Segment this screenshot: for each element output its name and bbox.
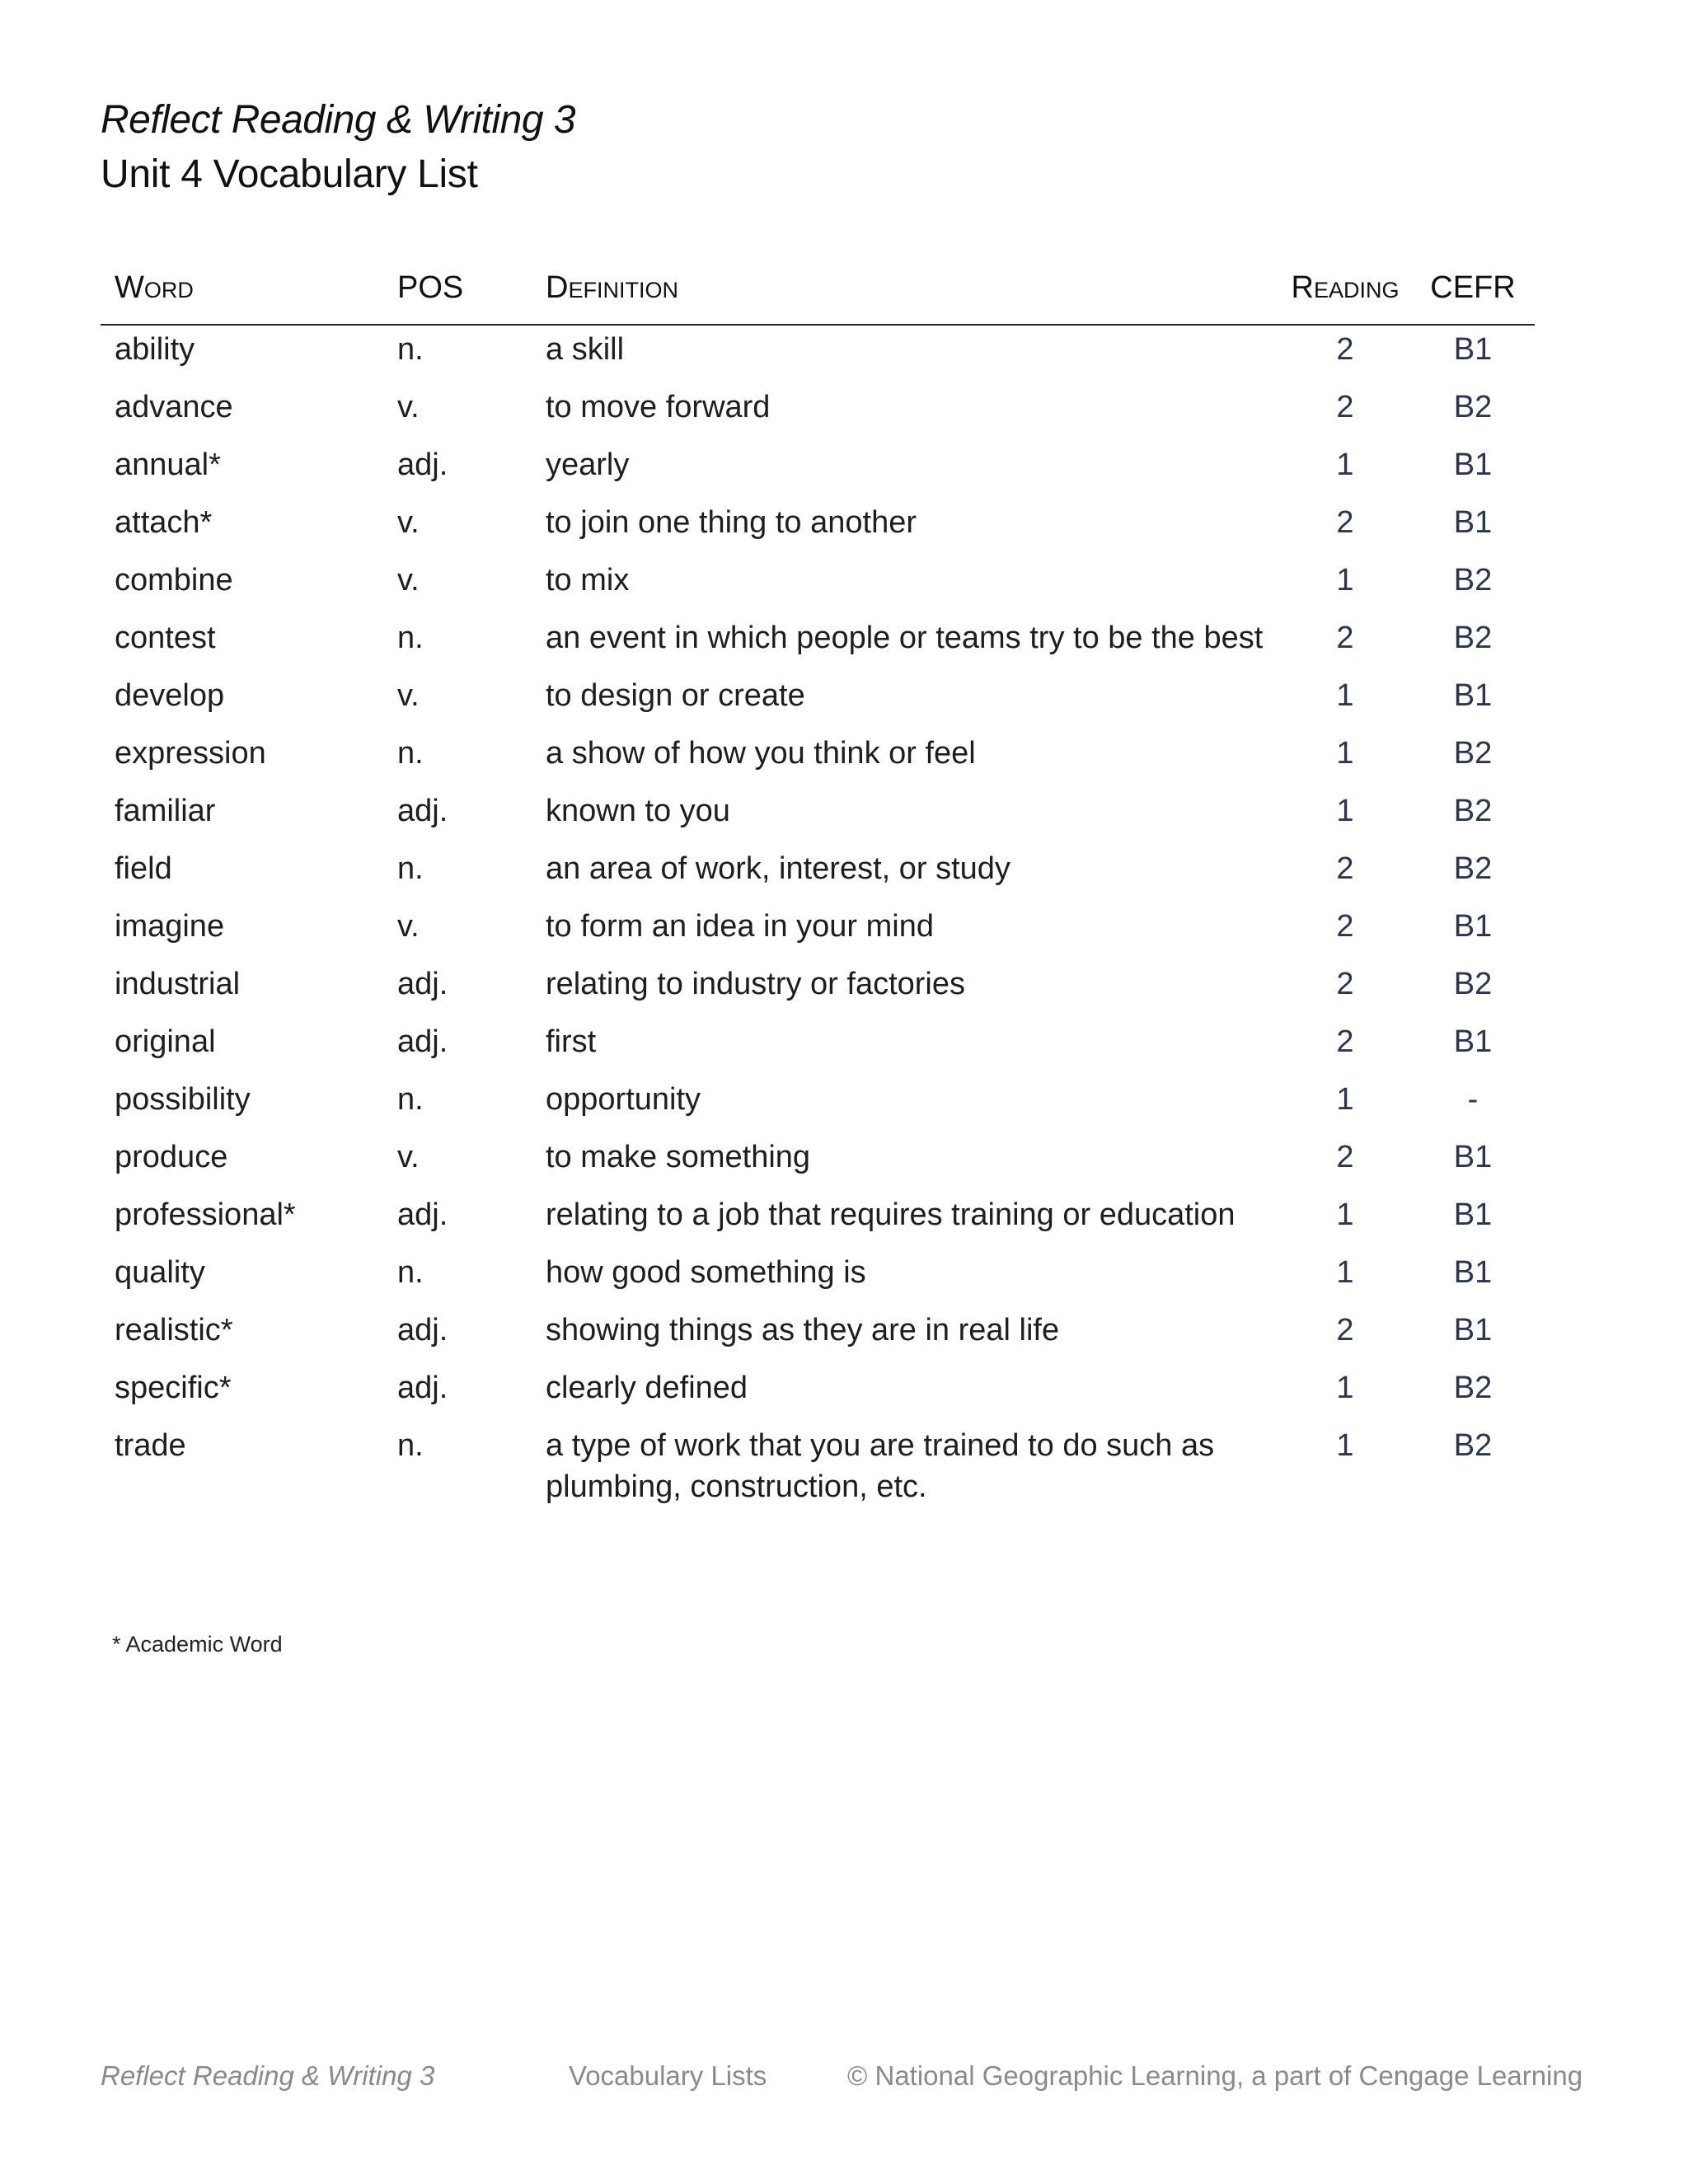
pos-cell: n. [397,851,424,886]
cefr-cell: B2 [1453,794,1493,828]
reading-cell: 1 [1336,794,1354,828]
word-cell: combine [115,563,233,598]
definition-cell: to form an idea in your mind [546,909,935,944]
word-cell: industrial [115,967,241,1001]
table-row [101,1188,1535,1245]
table-row [101,668,1535,726]
definition-cell: a skill [546,332,625,367]
reading-cell: 1 [1336,563,1354,598]
cefr-cell: B1 [1453,505,1493,540]
pos-cell: n. [397,621,424,655]
table-row [101,784,1535,841]
footer-section-name: Vocabulary Lists [569,2060,767,2091]
definition-cell: relating to a job that requires training or education [546,1197,1236,1232]
definition-cell: to join one thing to another [546,505,917,540]
pos-cell: v. [397,678,420,713]
word-cell: original [115,1024,216,1059]
cefr-cell: B2 [1453,736,1493,771]
pos-cell: adj. [397,1197,448,1232]
table-row [101,957,1535,1015]
definition-cell: how good something is [546,1255,866,1290]
reading-cell: 2 [1336,505,1354,540]
cefr-cell: B1 [1453,678,1493,713]
table-row [101,1245,1535,1303]
definition-cell: to make something [546,1140,811,1174]
definition-cell: opportunity [546,1082,701,1117]
column-header-word: Word [101,264,397,325]
table-row [101,841,1535,899]
reading-cell: 1 [1336,678,1354,713]
definition-cell: clearly defined [546,1371,748,1405]
reading-cell: 1 [1336,736,1354,771]
word-cell: field [115,851,172,886]
word-cell: specific* [115,1371,232,1405]
definition-cell: a type of work that you are trained to do such as plumbing, construction, etc. [546,1428,1215,1504]
pos-cell: v. [397,909,420,944]
reading-cell: 2 [1336,1313,1354,1347]
word-cell: trade [115,1428,186,1463]
pos-cell: v. [397,390,420,424]
column-header-cefr: CEFR [1411,264,1535,325]
reading-cell: 2 [1336,332,1354,367]
word-cell: contest [115,621,216,655]
cefr-cell: B1 [1453,1140,1493,1174]
cefr-cell: B2 [1453,1428,1493,1463]
table-row [101,325,1535,380]
word-cell: expression [115,736,266,771]
pos-cell: adj. [397,1024,448,1059]
academic-word-footnote: * Academic Word [112,1632,283,1657]
definition-cell: known to you [546,794,730,828]
cefr-cell: B1 [1453,1255,1493,1290]
definition-cell: to design or create [546,678,805,713]
pos-cell: v. [397,1140,420,1174]
word-cell: develop [115,678,225,713]
pos-cell: adj. [397,967,448,1001]
cefr-cell: B2 [1453,390,1493,424]
reading-cell: 1 [1336,1197,1354,1232]
pos-cell: n. [397,332,424,367]
table-row [101,899,1535,957]
word-cell: realistic* [115,1313,233,1347]
cefr-cell: B2 [1453,563,1493,598]
word-cell: quality [115,1255,205,1290]
reading-cell: 2 [1336,1024,1354,1059]
footer-book-title: Reflect Reading & Writing 3 [101,2060,435,2091]
footer-copyright: © National Geographic Learning, a part of Cengage Learning [847,2060,1583,2091]
pos-cell: adj. [397,1371,448,1405]
definition-cell: to move forward [546,390,771,424]
page-title: Reflect Reading & Writing 3 [101,98,576,142]
reading-cell: 1 [1336,1428,1354,1463]
table-row [101,611,1535,668]
column-header-pos: POS [397,264,546,325]
pos-cell: adj. [397,794,448,828]
table-row [101,1303,1535,1361]
pos-cell: adj. [397,1313,448,1347]
reading-cell: 2 [1336,621,1354,655]
definition-cell: relating to industry or factories [546,967,966,1001]
cefr-cell: B1 [1453,909,1493,944]
reading-cell: 1 [1336,1255,1354,1290]
definition-cell: yearly [546,448,630,482]
cefr-cell: B1 [1453,332,1493,367]
reading-cell: 2 [1336,1140,1354,1174]
reading-cell: 1 [1336,1082,1354,1117]
definition-cell: an area of work, interest, or study [546,851,1010,886]
pos-cell: n. [397,1082,424,1117]
reading-cell: 2 [1336,851,1354,886]
pos-cell: n. [397,1428,424,1463]
table-row [101,495,1535,553]
word-cell: advance [115,390,233,424]
table-row [101,726,1535,784]
definition-cell: first [546,1024,597,1059]
word-cell: professional* [115,1197,296,1232]
table-row [101,1072,1535,1130]
word-cell: familiar [115,794,216,828]
definition-cell: a show of how you think or feel [546,736,976,771]
word-cell: imagine [115,909,225,944]
table-header-row [101,264,1535,325]
cefr-cell: - [1467,1082,1479,1117]
table-row [101,1015,1535,1072]
table-row [101,1361,1535,1418]
cefr-cell: B1 [1453,448,1493,482]
table-row [101,380,1535,438]
pos-cell: n. [397,1255,424,1290]
word-cell: produce [115,1140,228,1174]
cefr-cell: B2 [1453,967,1493,1001]
column-header-reading: Reading [1279,264,1411,325]
definition-cell: showing things as they are in real life [546,1313,1060,1347]
table-row [101,438,1535,495]
cefr-cell: B2 [1453,621,1493,655]
cefr-cell: B2 [1453,1371,1493,1405]
pos-cell: v. [397,505,420,540]
pos-cell: v. [397,563,420,598]
cefr-cell: B1 [1453,1024,1493,1059]
word-cell: annual* [115,448,221,482]
reading-cell: 1 [1336,448,1354,482]
word-cell: ability [115,332,195,367]
cefr-cell: B1 [1453,1313,1493,1347]
vocabulary-table [101,264,1535,1517]
table-row [101,1418,1535,1517]
pos-cell: adj. [397,448,448,482]
cefr-cell: B1 [1453,1197,1493,1232]
definition-cell: an event in which people or teams try to be the best [546,621,1264,655]
word-cell: possibility [115,1082,251,1117]
column-header-definition: Definition [546,264,1279,325]
pos-cell: n. [397,736,424,771]
definition-cell: to mix [546,563,630,598]
reading-cell: 1 [1336,1371,1354,1405]
table-row [101,1130,1535,1188]
reading-cell: 2 [1336,967,1354,1001]
cefr-cell: B2 [1453,851,1493,886]
reading-cell: 2 [1336,390,1354,424]
word-cell: attach* [115,505,213,540]
page-subtitle: Unit 4 Vocabulary List [101,152,478,196]
table-row [101,553,1535,611]
reading-cell: 2 [1336,909,1354,944]
